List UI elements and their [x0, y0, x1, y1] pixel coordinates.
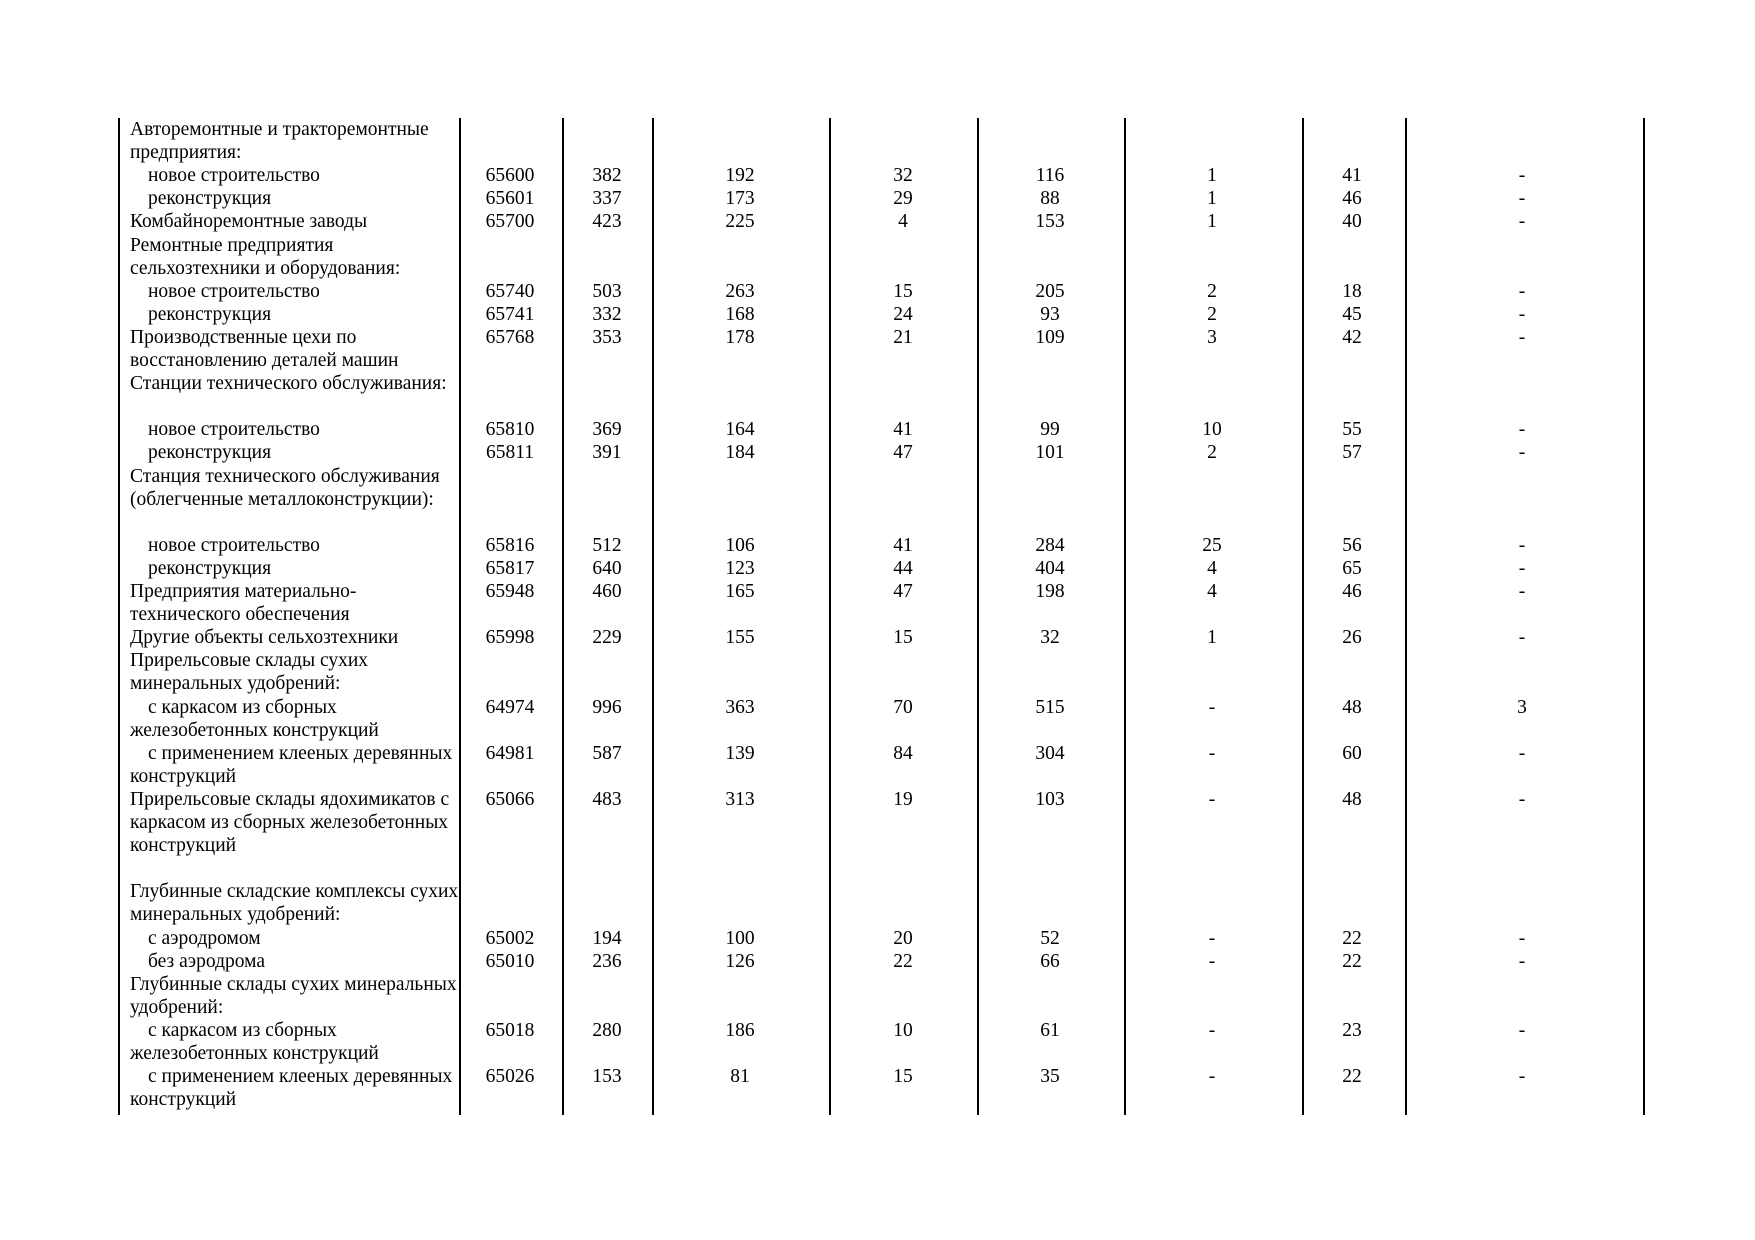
row-value: 4	[1207, 581, 1217, 602]
row-label: с применением клееных деревянных конструкций	[130, 1066, 453, 1111]
row-value: 65026	[485, 1066, 535, 1088]
row-value: 45	[1342, 303, 1362, 325]
row-value: -	[1518, 165, 1526, 187]
row-value: 15	[893, 1066, 913, 1088]
row-value: 100	[725, 927, 755, 949]
row-value: 18	[1342, 280, 1362, 302]
row-value: 46	[1342, 581, 1362, 602]
row-value: 1	[1207, 211, 1217, 233]
row-value: 32	[893, 165, 913, 187]
row-value: 70	[893, 696, 913, 718]
row-label: с аэродромом	[148, 927, 261, 949]
row-value: -	[1518, 950, 1526, 972]
row-value: 46	[1342, 188, 1362, 210]
row-value: 21	[893, 326, 913, 348]
row-value: 19	[893, 788, 913, 810]
table-row	[118, 187, 1650, 210]
table-row	[118, 418, 1650, 441]
row-value: 24	[893, 303, 913, 325]
row-label: с каркасом из сборных железобетонных конструкций	[130, 1019, 379, 1064]
row-value: 165	[725, 581, 755, 602]
row-label: Глубинные склады сухих минеральных удобрений:	[130, 973, 457, 1018]
row-value: 116	[1035, 165, 1065, 187]
row-value: 22	[1342, 950, 1362, 972]
row-value: 192	[725, 165, 755, 187]
row-value: 60	[1342, 742, 1362, 764]
table-row	[118, 626, 1650, 649]
row-value: 41	[893, 534, 913, 556]
row-value: 65002	[485, 927, 535, 949]
row-value: 2	[1207, 280, 1217, 302]
row-value: 363	[725, 696, 755, 718]
row-value: 2	[1207, 442, 1217, 464]
row-value: 126	[725, 950, 755, 972]
row-value: 155	[725, 627, 755, 649]
row-value: 1	[1207, 165, 1217, 187]
row-value: 65740	[485, 280, 535, 302]
table-row	[118, 880, 1650, 926]
row-value: 332	[592, 303, 622, 325]
row-value: 65066	[485, 788, 535, 810]
row-value: 4	[1207, 557, 1217, 579]
table-row	[118, 210, 1650, 233]
row-value: 29	[893, 188, 913, 210]
table-row	[118, 118, 1650, 164]
row-label: новое строительство	[148, 419, 320, 441]
row-value: 66	[1040, 950, 1060, 972]
row-value: 41	[893, 419, 913, 441]
row-value: 65817	[485, 557, 535, 579]
row-value: 99	[1040, 419, 1060, 441]
table-row	[118, 696, 1650, 742]
row-value: -	[1208, 950, 1216, 972]
row-value: 65810	[485, 419, 535, 441]
row-value: 369	[592, 419, 622, 441]
row-value: 153	[592, 1066, 622, 1088]
row-value: 103	[1035, 788, 1065, 810]
row-value: 1	[1207, 627, 1217, 649]
row-value: 153	[1035, 211, 1065, 233]
row-value: 337	[592, 188, 622, 210]
table-row	[118, 534, 1650, 557]
row-label: Прирельсовые склады сухих минеральных удобрений:	[130, 650, 369, 695]
row-value: 996	[592, 696, 622, 718]
row-value: 640	[592, 557, 622, 579]
row-label: Станция технического обслуживания (облегченные металлоконструкции):	[130, 465, 440, 510]
row-label: реконструкция	[148, 557, 272, 579]
row-label: новое строительство	[148, 534, 320, 556]
row-value: 10	[1202, 419, 1222, 441]
row-value: -	[1518, 581, 1526, 602]
row-value: 52	[1040, 927, 1060, 949]
row-value: 512	[592, 534, 622, 556]
row-label: реконструкция	[148, 188, 272, 210]
row-value: 81	[730, 1066, 750, 1088]
row-value: 25	[1202, 534, 1222, 556]
row-value: 65	[1342, 557, 1362, 579]
row-value: 26	[1342, 627, 1362, 649]
row-label: с применением клееных деревянных конструкций	[130, 742, 453, 787]
row-value: 109	[1035, 326, 1065, 348]
row-value: 65600	[485, 165, 535, 187]
row-value: 313	[725, 788, 755, 810]
table-row	[118, 927, 1650, 950]
row-value: -	[1208, 1066, 1216, 1088]
row-value: 22	[893, 950, 913, 972]
document-table	[118, 118, 1650, 1115]
row-label: Предприятия материально-технического обеспечения	[130, 581, 357, 626]
row-label: Станции технического обслуживания:	[130, 373, 447, 395]
row-value: 225	[725, 211, 755, 233]
table-row	[118, 234, 1650, 280]
row-label: реконструкция	[148, 303, 272, 325]
row-label: Другие объекты сельхозтехники	[130, 627, 399, 649]
row-label: Авторемонтные и тракторемонтные предприятия:	[130, 119, 429, 164]
row-value: -	[1518, 1066, 1526, 1088]
row-value: 184	[725, 442, 755, 464]
row-value: 4	[898, 211, 908, 233]
row-value: 15	[893, 627, 913, 649]
row-value: 280	[592, 1019, 622, 1041]
table-row	[118, 742, 1650, 788]
row-value: -	[1518, 927, 1526, 949]
table-row	[118, 788, 1650, 880]
row-value: 65998	[485, 627, 535, 649]
row-value: 3	[1207, 326, 1217, 348]
row-value: 48	[1342, 788, 1362, 810]
row-value: 1	[1207, 188, 1217, 210]
row-label: Комбайноремонтные заводы	[130, 211, 368, 233]
row-value: -	[1208, 788, 1216, 810]
row-value: 22	[1342, 927, 1362, 949]
table-row	[118, 164, 1650, 187]
row-value: 353	[592, 326, 622, 348]
row-value: -	[1518, 1019, 1526, 1041]
row-value: 56	[1342, 534, 1362, 556]
row-value: 168	[725, 303, 755, 325]
row-label: Производственные цехи по восстановлению деталей машин	[130, 326, 399, 371]
row-value: 483	[592, 788, 622, 810]
row-value: -	[1518, 557, 1526, 579]
row-value: 139	[725, 742, 755, 764]
row-value: 32	[1040, 627, 1060, 649]
table-row	[118, 280, 1650, 303]
row-label: с каркасом из сборных железобетонных конструкций	[130, 696, 379, 741]
row-value: 515	[1035, 696, 1065, 718]
row-value: 503	[592, 280, 622, 302]
row-value: -	[1208, 696, 1216, 718]
row-value: 164	[725, 419, 755, 441]
row-label: новое строительство	[148, 165, 320, 187]
row-value: -	[1518, 188, 1526, 210]
row-value: 35	[1040, 1066, 1060, 1088]
row-value: 304	[1035, 742, 1065, 764]
row-value: 64974	[485, 696, 535, 718]
table-row	[118, 303, 1650, 326]
row-value: -	[1208, 1019, 1216, 1041]
row-value: 65601	[485, 188, 535, 210]
row-value: 44	[893, 557, 913, 579]
row-value: 47	[893, 581, 913, 602]
row-value: 40	[1342, 211, 1362, 233]
row-value: 65018	[485, 1019, 535, 1041]
table-row	[118, 465, 1650, 534]
row-value: 123	[725, 557, 755, 579]
row-value: -	[1518, 442, 1526, 464]
row-value: 41	[1342, 165, 1362, 187]
row-value: 194	[592, 927, 622, 949]
row-value: 20	[893, 927, 913, 949]
row-value: 205	[1035, 280, 1065, 302]
row-value: 423	[592, 211, 622, 233]
row-value: 263	[725, 280, 755, 302]
table-row	[118, 973, 1650, 1019]
row-value: 15	[893, 280, 913, 302]
row-value: 460	[592, 581, 622, 602]
row-value: -	[1518, 303, 1526, 325]
row-value: -	[1208, 742, 1216, 764]
row-value: -	[1518, 627, 1526, 649]
row-value: 284	[1035, 534, 1065, 556]
table-row	[118, 1019, 1650, 1065]
row-value: 61	[1040, 1019, 1060, 1041]
row-value: -	[1518, 788, 1526, 810]
row-value: 2	[1207, 303, 1217, 325]
table-row	[118, 372, 1650, 418]
row-value: 3	[1517, 696, 1527, 718]
row-value: 65700	[485, 211, 535, 233]
row-value: 65010	[485, 950, 535, 972]
row-value: 47	[893, 442, 913, 464]
row-value: 93	[1040, 303, 1060, 325]
table-row	[118, 580, 1650, 626]
row-value: -	[1518, 280, 1526, 302]
row-label: реконструкция	[148, 442, 272, 464]
row-label: новое строительство	[148, 280, 320, 302]
table-row	[118, 1065, 1650, 1111]
row-value: 65741	[485, 303, 535, 325]
row-value: 57	[1342, 442, 1362, 464]
row-value: 106	[725, 534, 755, 556]
row-value: 236	[592, 950, 622, 972]
row-value: 173	[725, 188, 755, 210]
row-label: Прирельсовые склады ядохимикатов с каркасом из сборных железобетонных конструкций	[130, 788, 450, 857]
row-value: 178	[725, 326, 755, 348]
row-value: 186	[725, 1019, 755, 1041]
row-value: 88	[1040, 188, 1060, 210]
row-value: 198	[1035, 581, 1065, 602]
row-value: 229	[592, 627, 622, 649]
row-label: без аэродрома	[148, 950, 266, 972]
row-value: -	[1518, 211, 1526, 233]
row-value: 84	[893, 742, 913, 764]
row-value: 587	[592, 742, 622, 764]
row-value: -	[1518, 534, 1526, 556]
row-value: 64981	[485, 742, 535, 764]
row-label: Глубинные складские комплексы сухих минеральных удобрений:	[130, 881, 459, 926]
table-row	[118, 441, 1650, 464]
row-value: 65816	[485, 534, 535, 556]
row-value: 101	[1035, 442, 1065, 464]
row-value: 65811	[485, 442, 535, 464]
row-value: 404	[1035, 557, 1065, 579]
row-label: Ремонтные предприятия сельхозтехники и оборудования:	[130, 234, 401, 279]
row-value: 48	[1342, 696, 1362, 718]
row-value: 382	[592, 165, 622, 187]
table-row	[118, 557, 1650, 580]
row-value: 22	[1342, 1066, 1362, 1088]
table-row	[118, 950, 1650, 973]
row-value: 65768	[485, 326, 535, 348]
row-value: 391	[592, 442, 622, 464]
row-value: -	[1208, 927, 1216, 949]
row-value: 55	[1342, 419, 1362, 441]
row-value: -	[1518, 419, 1526, 441]
row-value: 42	[1342, 326, 1362, 348]
row-value: 65948	[485, 581, 535, 602]
row-value: -	[1518, 742, 1526, 764]
table-row	[118, 649, 1650, 695]
row-value: 23	[1342, 1019, 1362, 1041]
row-value: -	[1518, 326, 1526, 348]
row-value: 10	[893, 1019, 913, 1041]
table-row	[118, 326, 1650, 372]
